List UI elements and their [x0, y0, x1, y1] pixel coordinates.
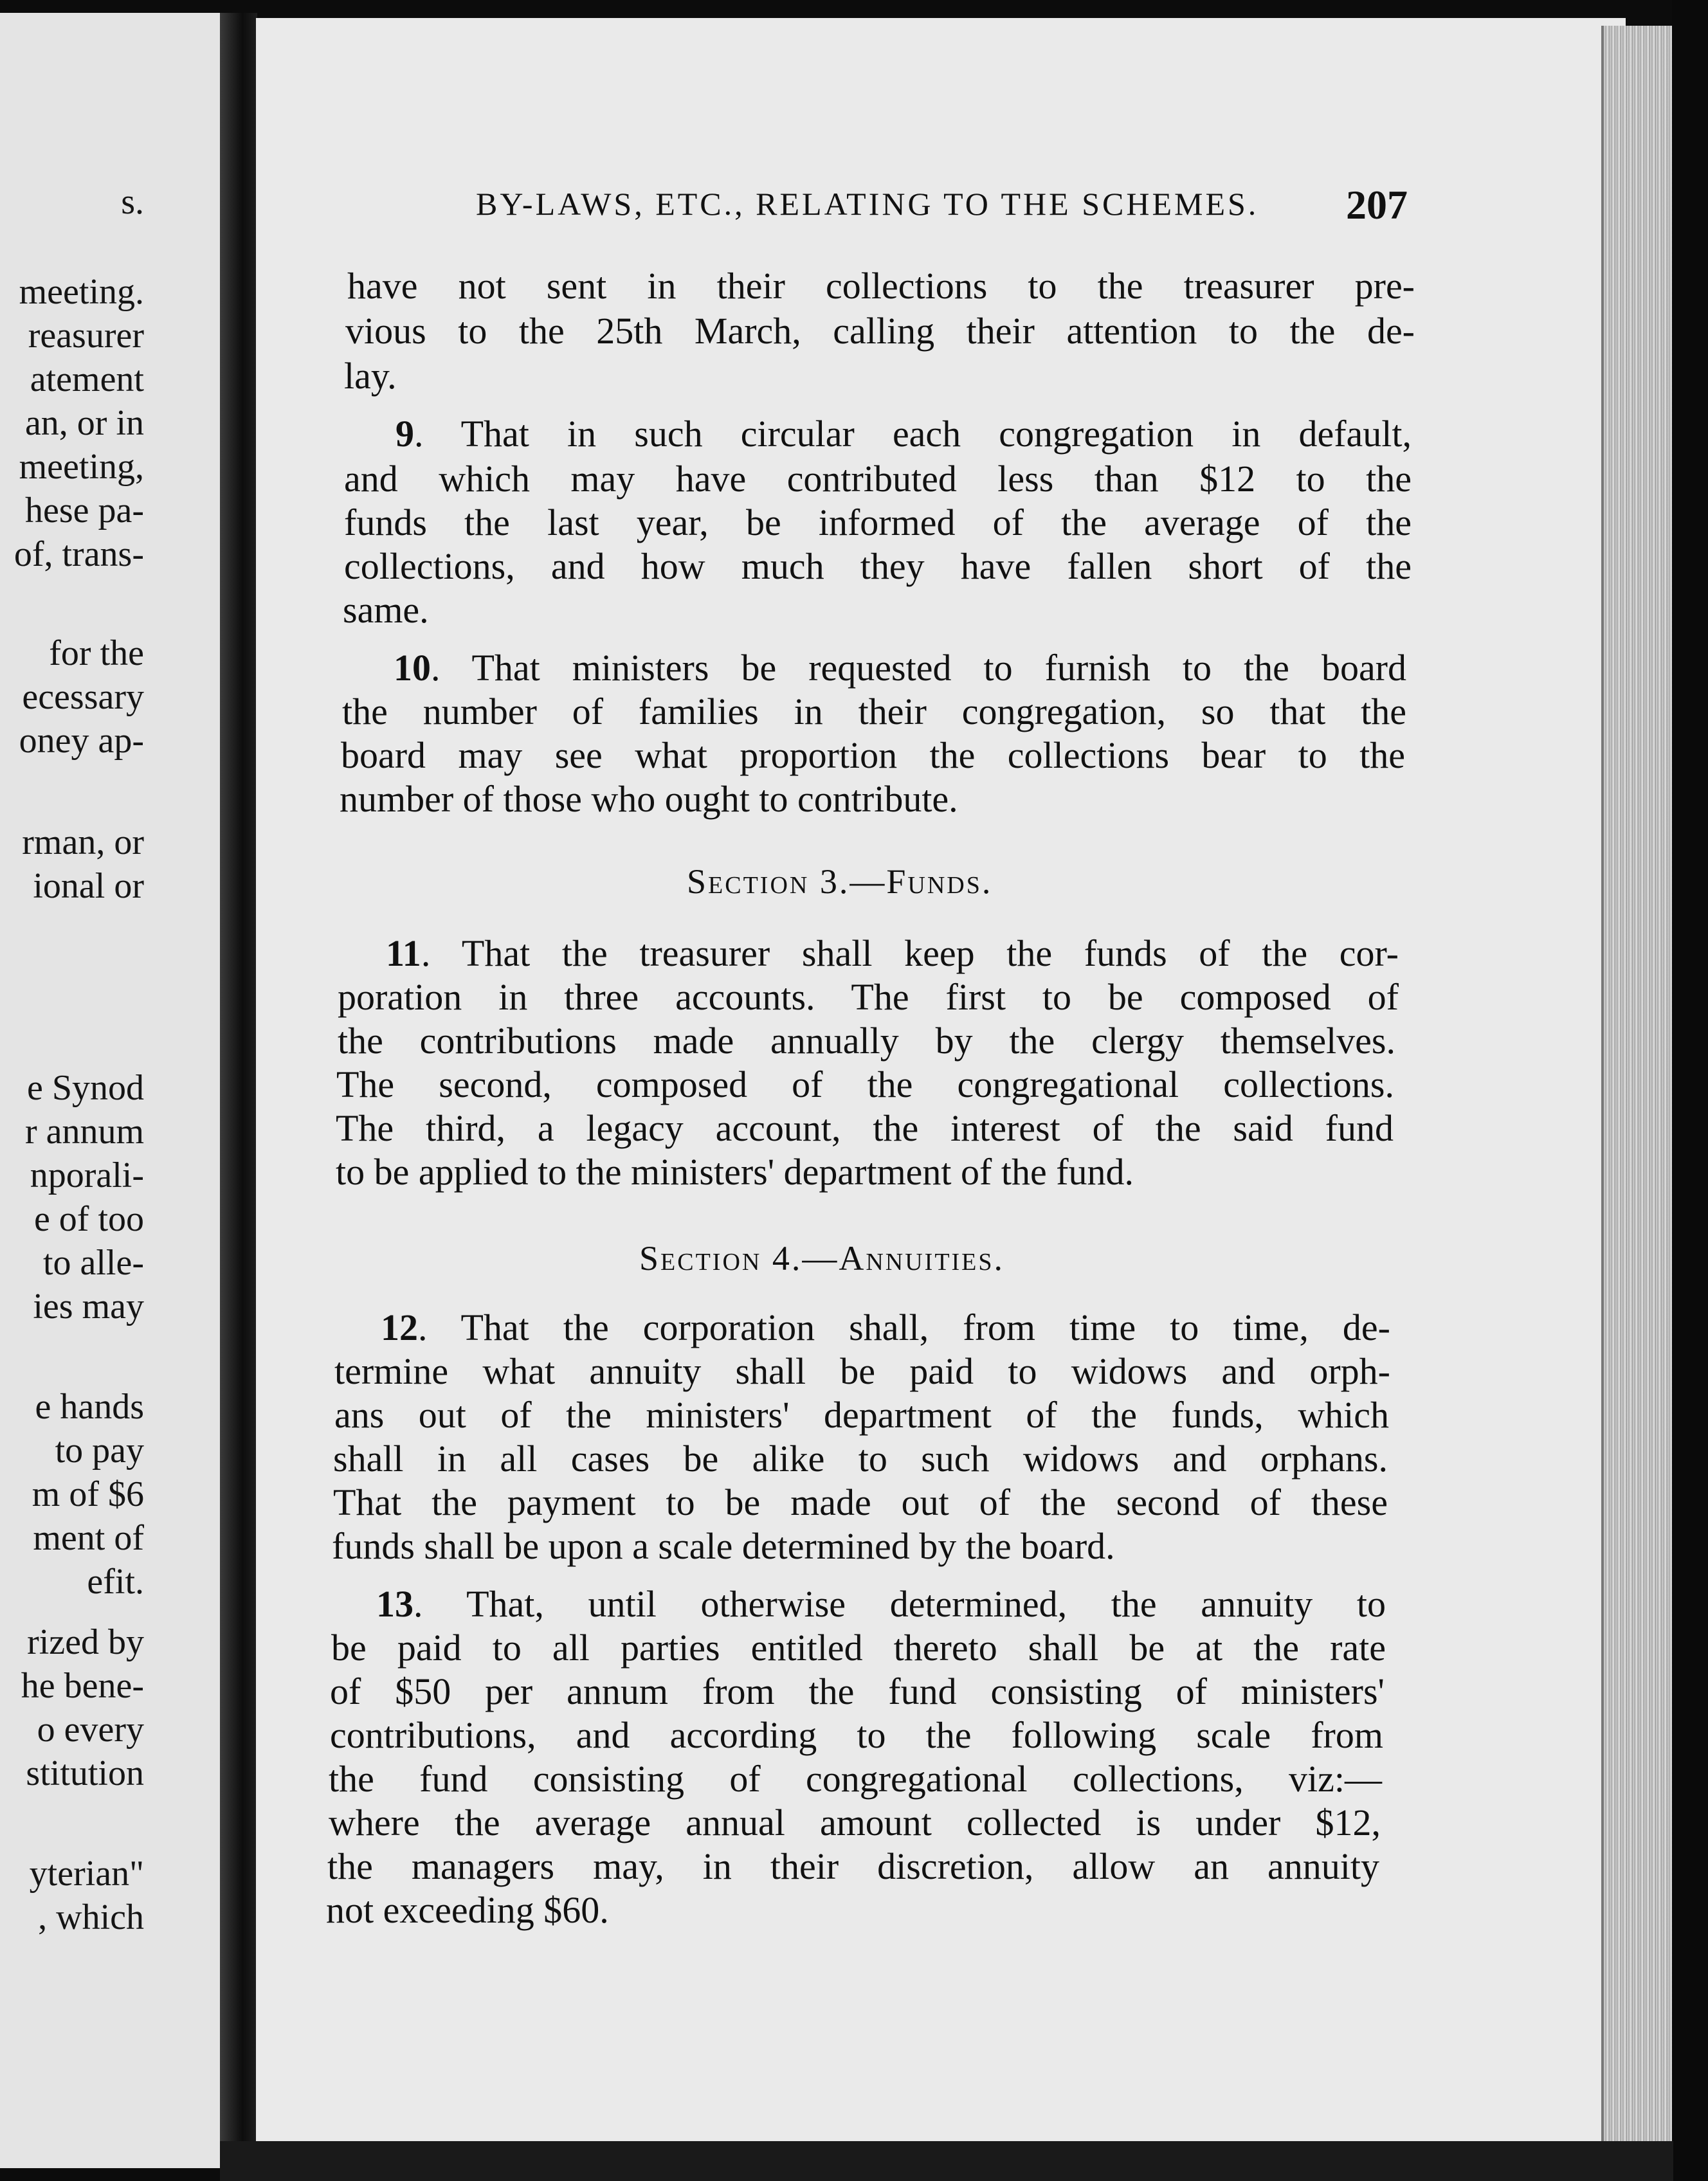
left-text-fragment: to pay: [55, 1431, 144, 1471]
text-line: vious to the 25th March, calling their attention to the de-: [345, 310, 1415, 352]
left-text-fragment: nporali-: [30, 1155, 144, 1195]
left-text-fragment: meeting.: [19, 272, 144, 312]
text-line: termine what annuity shall be paid to widows and orph-: [334, 1350, 1390, 1392]
left-text-fragment: hese pa-: [24, 491, 144, 530]
left-text-fragment: of, trans-: [14, 534, 144, 574]
text-line: not exceeding $60.: [326, 1889, 609, 1931]
paragraph-12-first-line: [381, 1305, 1390, 1350]
text-line: number of those who ought to contribute.: [340, 778, 958, 820]
text-line: the contributions made annually by the clergy themselves.: [338, 1020, 1395, 1062]
left-text-fragment: ional or: [33, 866, 144, 906]
left-text-fragment: atement: [30, 359, 144, 399]
left-text-fragment: o every: [37, 1710, 144, 1750]
paragraph-number: 9: [395, 413, 414, 455]
section-heading: Section 3.—Funds.: [687, 862, 993, 901]
left-text-fragment: to alle-: [42, 1243, 144, 1283]
section-heading: Section 4.—Annuities.: [639, 1239, 1005, 1278]
text-line: . That ministers be requested to furnish to the board: [431, 647, 1406, 689]
paragraph-11-first-line: [386, 931, 1399, 976]
text-line: lay.: [344, 355, 397, 397]
left-text-fragment: efit.: [87, 1562, 144, 1602]
left-text-fragment: he bene-: [21, 1666, 144, 1706]
left-text-fragment: e of too: [33, 1199, 144, 1239]
text-line: to be applied to the ministers' department of the fund.: [336, 1151, 1134, 1193]
text-line: poration in three accounts. The first to be composed of: [338, 976, 1399, 1018]
paragraph-13-first-line: [376, 1582, 1386, 1627]
text-line: shall in all cases be alike to such widows and orphans.: [333, 1438, 1388, 1480]
text-line: . That in such circular each congregation in default,: [414, 413, 1412, 455]
left-text-fragment: yterian": [29, 1854, 144, 1894]
running-head: BY-LAWS, ETC., RELATING TO THE SCHEMES.: [476, 186, 1259, 222]
paragraph-number: 10: [394, 647, 431, 689]
scan-border: [1672, 0, 1708, 2181]
text-line: be paid to all parties entitled thereto shall be at the rate: [331, 1627, 1386, 1669]
left-text-fragment: for the: [49, 633, 144, 673]
left-text-fragment: s.: [121, 182, 144, 222]
text-line: funds the last year, be informed of the average of the: [344, 502, 1412, 543]
text-line: ans out of the ministers' department of the funds, which: [334, 1394, 1389, 1436]
paragraph-number: 12: [381, 1307, 418, 1348]
book-gutter: [220, 13, 257, 2168]
text-line: board may see what proportion the collections bear to the: [341, 734, 1405, 776]
text-line: collections, and how much they have fallen short of the: [344, 545, 1412, 587]
scan-border-bottom: [220, 2141, 1673, 2181]
text-line: That the payment to be made out of the second of these: [333, 1481, 1388, 1523]
text-line: The second, composed of the congregational collections.: [336, 1063, 1394, 1105]
paragraph-number: 11: [386, 932, 421, 974]
left-text-fragment: reasurer: [28, 316, 144, 356]
left-text-fragment: ment of: [33, 1518, 144, 1558]
left-text-fragment: m of $6: [32, 1474, 144, 1514]
paragraph-10-first-line: [394, 646, 1406, 691]
text-line: funds shall be upon a scale determined by the board.: [332, 1525, 1115, 1567]
left-text-fragment: rized by: [27, 1622, 144, 1662]
text-line: the number of families in their congregation, so that the: [342, 691, 1406, 732]
text-line: of $50 per annum from the fund consisting of ministers': [330, 1670, 1385, 1712]
left-text-fragment: e Synod: [27, 1068, 144, 1108]
left-text-fragment: stitution: [26, 1753, 144, 1793]
text-line: . That the treasurer shall keep the funds of the cor-: [421, 932, 1399, 974]
text-line: . That, until otherwise determined, the annuity to: [413, 1583, 1386, 1625]
text-line: contributions, and according to the following scale from: [330, 1714, 1383, 1756]
left-text-fragment: e hands: [35, 1387, 144, 1427]
left-text-fragment: ies may: [33, 1287, 144, 1326]
page-edges: [1601, 26, 1675, 2154]
paragraph-9-first-line: [395, 412, 1412, 457]
text-line: and which may have contributed less than $12 to the: [344, 458, 1412, 500]
text-line: where the average annual amount collected is under $12,: [329, 1802, 1381, 1843]
left-text-fragment: , which: [38, 1897, 144, 1937]
page-number: 207: [1346, 182, 1408, 228]
left-text-fragment: r annum: [24, 1112, 144, 1152]
text-line: the fund consisting of congregational collections, viz:—: [329, 1758, 1382, 1800]
text-line: the managers may, in their discretion, allow an annuity: [327, 1845, 1379, 1887]
left-text-fragment: meeting,: [19, 447, 144, 487]
text-line: . That the corporation shall, from time to time, de-: [418, 1307, 1390, 1348]
left-text-fragment: oney ap-: [19, 721, 144, 761]
paragraph-number: 13: [376, 1583, 413, 1625]
left-text-fragment: rman, or: [22, 822, 144, 862]
text-line: The third, a legacy account, the interest of the said fund: [336, 1107, 1394, 1149]
left-text-fragment: ecessary: [22, 677, 144, 717]
text-line: same.: [343, 589, 429, 631]
left-text-fragment: an, or in: [24, 403, 144, 443]
left-page: [0, 13, 220, 2168]
text-line: have not sent in their collections to the treasurer pre-: [347, 265, 1415, 307]
